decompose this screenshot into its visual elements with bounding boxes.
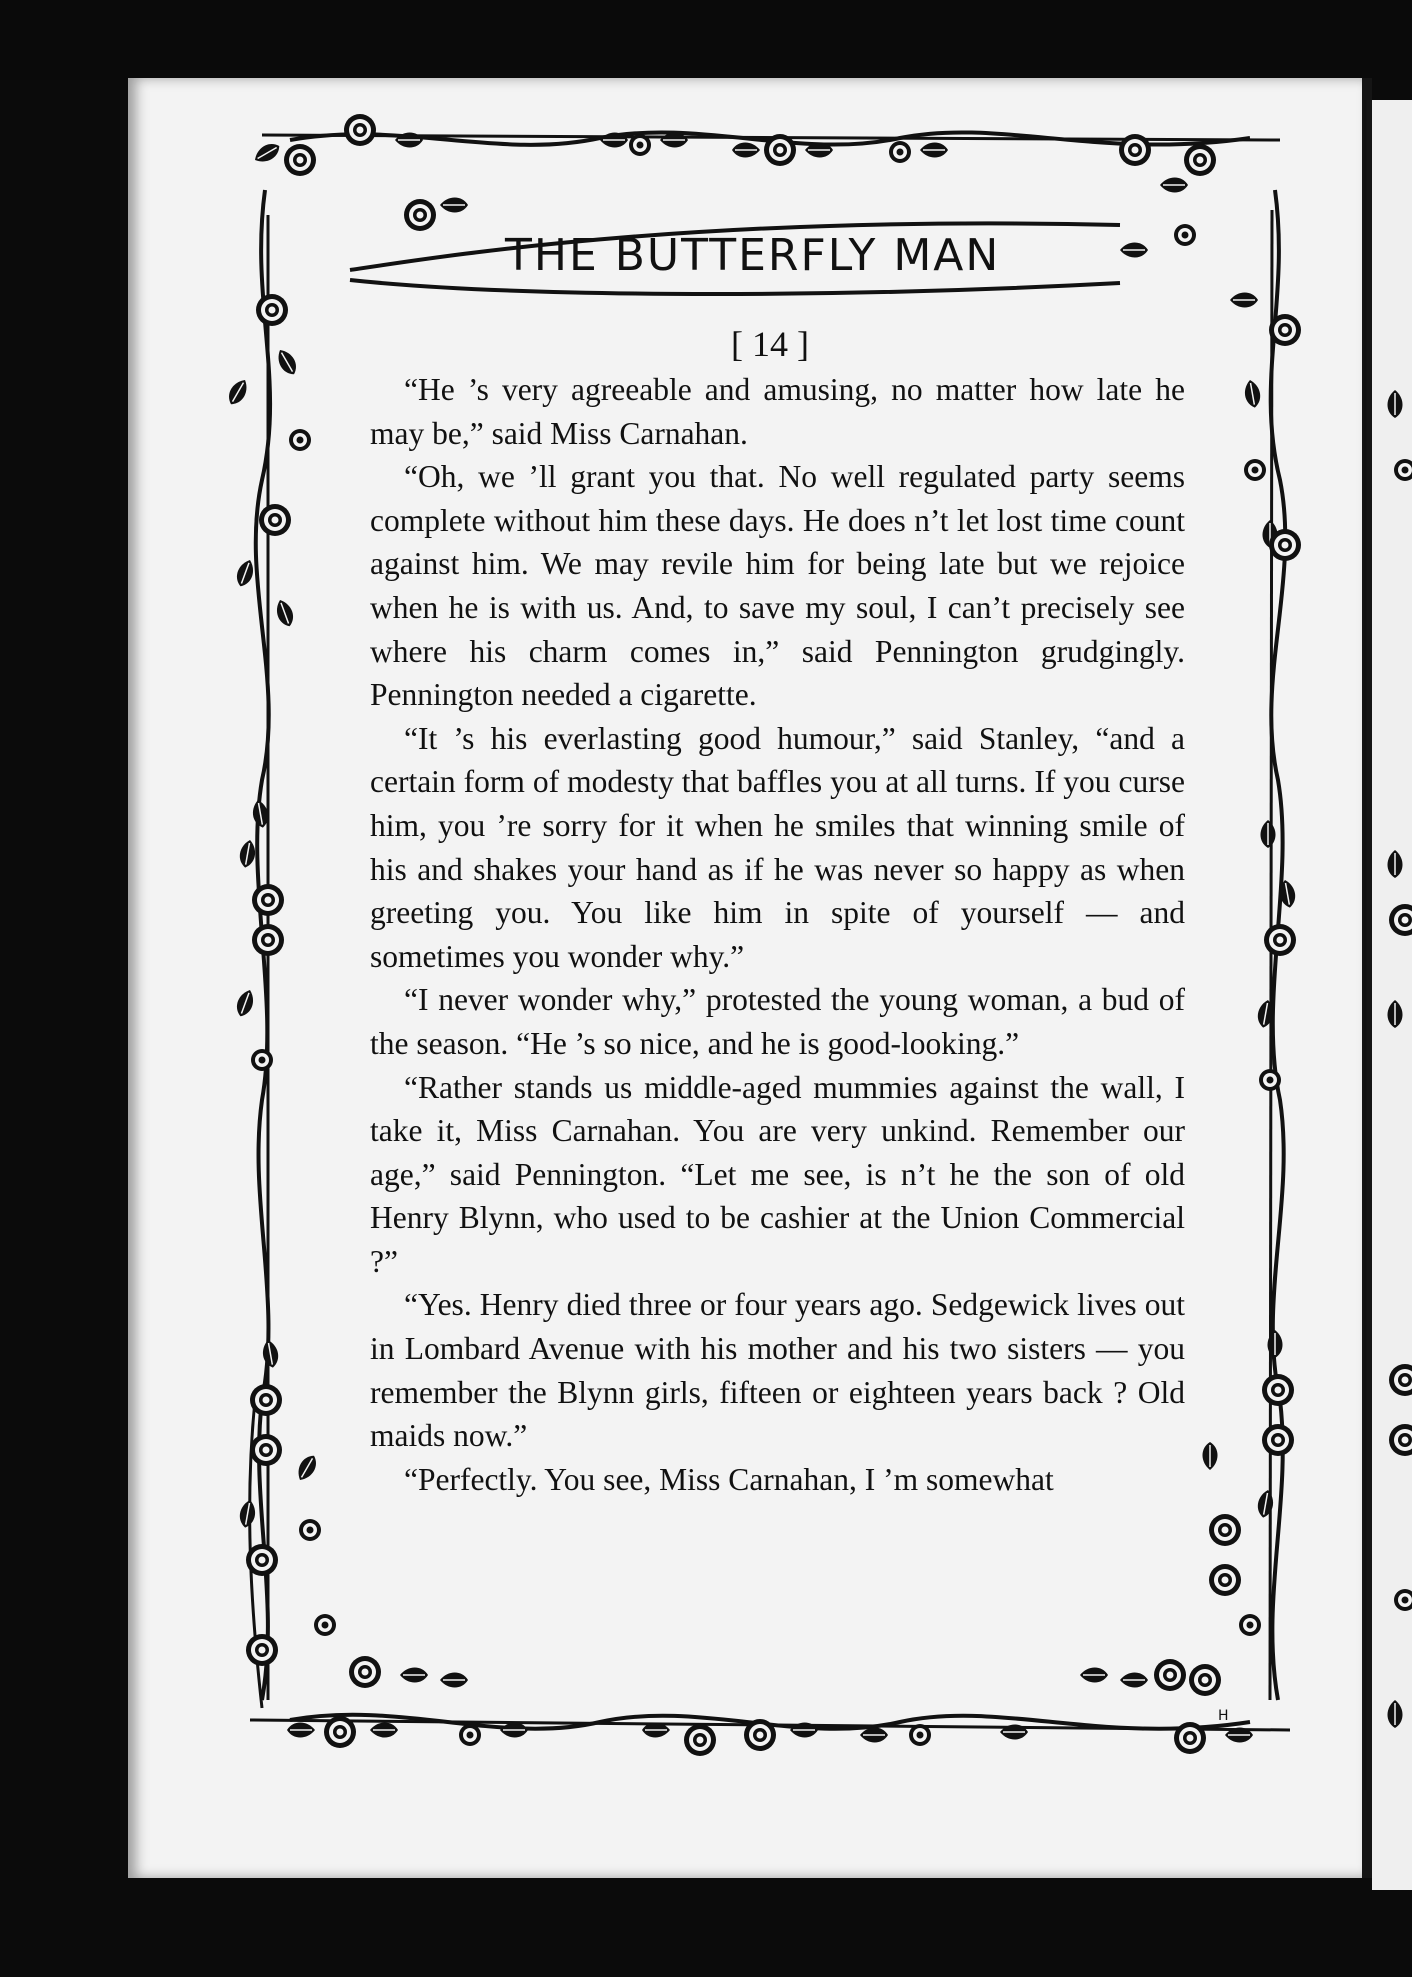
illustrator-monogram: H <box>1218 1708 1229 1724</box>
paragraph: “Perfectly. You see, Miss Carnahan, I ’m somewhat <box>404 1461 1054 1497</box>
paragraph: “Oh, we ’ll grant you that. No well regulated party seems complete without him these days. He does n’t let lost time count against him. We may revile him for being late but we rejoice when he is with us. And, to save my soul, I can’t precisely see where his charm comes in,” said Pennington grudgingly. Pennington needed a cigarette. <box>370 459 1185 713</box>
paragraph: “I never wonder why,” protested the young woman, a bud of the season. “He ’s so nice, and he is good-looking.” <box>370 982 1185 1061</box>
page-number: [ 14 ] <box>731 324 809 364</box>
paragraph: “It ’s his everlasting good humour,” said Stanley, “and a certain form of modesty that baffles you at all turns. If you curse him, you ’re sorry for it when he smiles that winning smile of his and shakes your hand as if he was never so happy as when greeting you. You like him in spite of yourself — and sometimes you wonder why.” <box>370 720 1185 974</box>
body-text <box>370 368 1185 1501</box>
book-title: THE BUTTERFLY MAN <box>505 230 1001 281</box>
paragraph: “Rather stands us middle-aged mummies against the wall, I take it, Miss Carnahan. You are very unkind. Remember our age,” said Pennington. “Let me see, is n’t he the son of old Henry Blynn, who used to be cashier at the Union Commercial ?” <box>370 1069 1185 1279</box>
paragraph: “Yes. Henry died three or four years ago. Sedgewick lives out in Lombard Avenue with his mother and his two sisters — you remember the Blynn girls, fifteen or eighteen years back ? Old maids now.” <box>370 1287 1185 1454</box>
paragraph: “He ’s very agreeable and amusing, no matter how late he may be,” said Miss Carnahan. <box>370 372 1185 451</box>
